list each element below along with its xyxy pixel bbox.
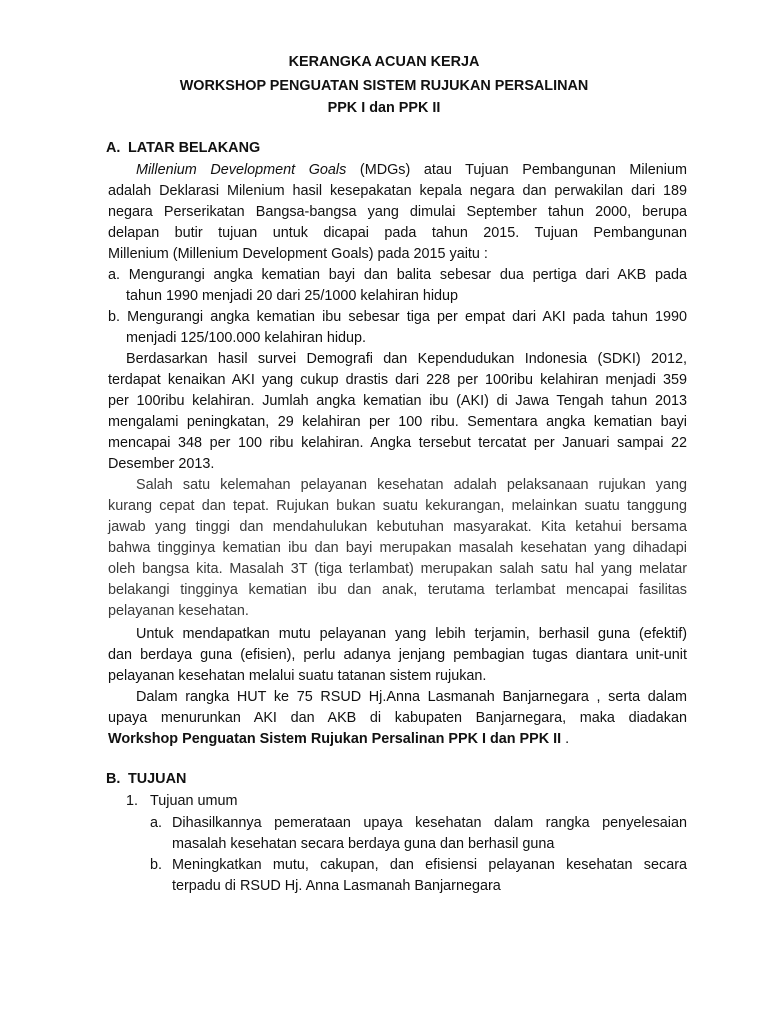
paragraph-line: delapan butir tujuan untuk dicapai pada tahun 2015. Tujuan Pembangunan: [108, 225, 687, 241]
section-b-letter: B.: [106, 771, 121, 787]
paragraph-line: Millenium (Millenium Development Goals) pada 2015 yaitu :: [108, 246, 488, 262]
sub-item-letter: a.: [150, 815, 163, 831]
paragraph-line: adalah Deklarasi Milenium hasil kesepakatan kepala negara dan perwakilan dari 189: [108, 183, 687, 199]
section-b-heading: [106, 769, 186, 789]
list-item: b. Mengurangi angka kematian ibu sebesar tiga per empat dari AKI pada tahun 1990: [108, 309, 687, 325]
paragraph-line: Desember 2013.: [108, 456, 215, 472]
section-a-title: LATAR BELAKANG: [128, 140, 261, 156]
mdg-term: Millenium Development Goals: [136, 162, 347, 178]
paragraph-line: Millenium Development Goals (MDGs) atau Tujuan Pembangunan Milenium: [136, 162, 687, 178]
paragraph-line: Workshop Penguatan Sistem Rujukan Persalinan PPK I dan PPK II .: [108, 731, 570, 747]
paragraph-line: Salah satu kelemahan pelayanan kesehatan adalah pelaksanaan rujukan yang: [136, 477, 687, 493]
paragraph-line: Berdasarkan hasil survei Demografi dan Kependudukan Indonesia (SDKI) 2012,: [126, 351, 687, 367]
paragraph-line: per 100ribu kelahiran. Jumlah angka kematian ibu (AKI) di Jawa Tengah tahun 2013: [108, 393, 687, 409]
section-a-letter: A.: [106, 140, 121, 156]
paragraph-line: negara Perserikatan Bangsa-bangsa yang dimulai September tahun 2000, berupa: [108, 204, 687, 220]
paragraph-line: terdapat kenaikan AKI yang cukup drastis dari 228 per 100ribu kelahiran menjadi 359: [108, 372, 687, 388]
list-item-continuation: menjadi 125/100.000 kelahiran hidup.: [126, 330, 367, 346]
paragraph-line: belakangi tingginya kematian ibu dan anak, terutama terlambat mencapai fasilitas: [108, 582, 687, 598]
list-item: a. Mengurangi angka kematian bayi dan balita sebesar dua pertiga dari AKB pada: [108, 267, 687, 283]
paragraph-line: pelayanan kesehatan.: [108, 603, 249, 619]
doc-title-line-2: WORKSHOP PENGUATAN SISTEM RUJUKAN PERSALINAN: [179, 78, 589, 94]
section-a-heading: [106, 138, 260, 158]
paragraph-line: mengalami peningkatan, 29 kelahiran per 100 ribu. Sementara angka kematian bayi: [108, 414, 687, 430]
sub-item-line: terpadu di RSUD Hj. Anna Lasmanah Banjarnegara: [172, 878, 501, 894]
paragraph-line: upaya menurunkan AKI dan AKB di kabupaten Banjarnegara, maka diadakan: [108, 710, 687, 726]
sub-item-letter: b.: [150, 857, 163, 873]
numbered-item: [126, 791, 237, 811]
sub-item-line: masalah kesehatan secara berdaya guna dan berhasil guna: [172, 836, 555, 852]
doc-title-line-3: PPK I dan PPK II: [327, 100, 441, 116]
paragraph-line: mencapai 348 per 100 ribu kelahiran. Angka tersebut tercatat per Januari sampai 22: [108, 435, 687, 451]
paragraph-line: bahwa tingginya kematian ibu dan bayi merupakan masalah kesehatan yang dihadapi: [108, 540, 687, 556]
sub-item-line: Dihasilkannya pemerataan upaya kesehatan dalam rangka penyelesaian: [172, 815, 687, 831]
paragraph-line: Dalam rangka HUT ke 75 RSUD Hj.Anna Lasmanah Banjarnegara , serta dalam: [136, 689, 687, 705]
item-label: Tujuan umum: [150, 793, 238, 809]
doc-title-line-1: KERANGKA ACUAN KERJA: [288, 54, 480, 70]
paragraph-line: jawab yang tinggi dan mendahulukan kebutuhan masyarakat. Kita ketahui bersama: [108, 519, 687, 535]
sub-item-line: Meningkatkan mutu, cakupan, dan efisiensi pelayanan kesehatan secara: [172, 857, 687, 873]
paragraph-line: Untuk mendapatkan mutu pelayanan yang lebih terjamin, berhasil guna (efektif): [136, 626, 687, 642]
section-b-title: TUJUAN: [128, 771, 187, 787]
paragraph-line: kurang cepat dan tepat. Rujukan bukan suatu kekurangan, melainkan suatu tanggung: [108, 498, 687, 514]
list-item-continuation: tahun 1990 menjadi 20 dari 25/1000 kelahiran hidup: [126, 288, 459, 304]
paragraph-line: dan berdaya guna (efisien), perlu adanya jenjang pembagian tugas diantara unit-unit: [108, 647, 687, 663]
paragraph-line: oleh bangsa kita. Masalah 3T (tiga terlambat) merupakan salah satu hal yang melatar: [108, 561, 687, 577]
item-number: 1.: [126, 793, 139, 809]
workshop-name: Workshop Penguatan Sistem Rujukan Persalinan PPK I dan PPK II: [108, 731, 562, 747]
paragraph-line: pelayanan kesehatan melalui suatu tatanan sistem rujukan.: [108, 668, 487, 684]
